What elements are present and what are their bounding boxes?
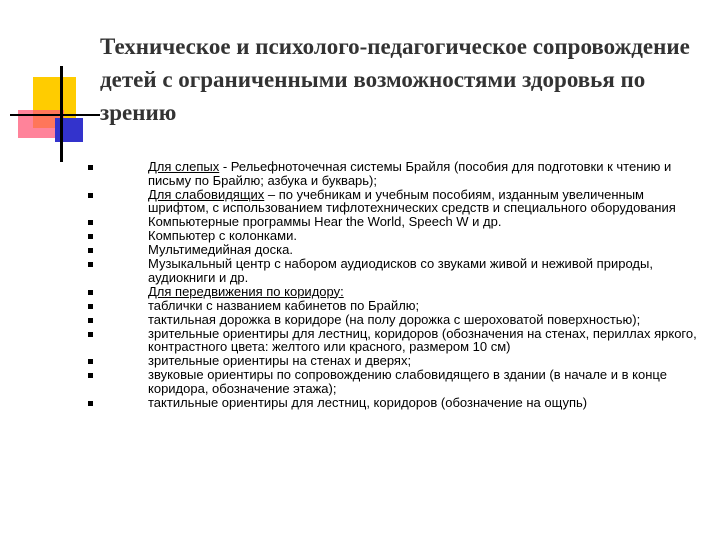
item-text: зрительные ориентиры на стенах и дверях; bbox=[148, 353, 412, 368]
list-item bbox=[88, 299, 700, 313]
square-bullet-icon bbox=[88, 220, 93, 225]
list-item bbox=[88, 313, 700, 327]
slide-title: Техническое и психолого-педагогическое сопровождение детей с ограниченными возможностями здоровья по зрению bbox=[100, 34, 690, 125]
square-bullet-icon bbox=[88, 290, 93, 295]
item-text: – по учебникам и учебным пособиям, изданным увеличенным шрифтом, с использованием тифлотехнических средств и специального оборудования bbox=[148, 186, 676, 215]
item-text: - Рельефноточечная системы Брайля (пособия для подготовки к чтению и письму по Брайлю; азбука и букварь); bbox=[148, 159, 672, 188]
list-item bbox=[88, 354, 700, 368]
square-bullet-icon bbox=[88, 262, 93, 267]
bullet-list bbox=[88, 160, 700, 410]
decor-horizontal-line bbox=[10, 114, 100, 116]
item-text: Музыкальный центр с набором аудиодисков со звуками живой и неживой природы, аудиокниги и др. bbox=[148, 256, 653, 285]
list-item bbox=[88, 243, 700, 257]
list-item bbox=[88, 257, 700, 284]
list-item bbox=[88, 327, 700, 354]
item-text: таблички с названием кабинетов по Брайлю; bbox=[148, 297, 420, 313]
item-text: тактильные ориентиры для лестниц, коридоров (обозначение на ощупь) bbox=[148, 394, 588, 410]
list-item bbox=[88, 285, 700, 299]
item-text: Мультимедийная доска. bbox=[148, 242, 293, 257]
item-text: Компьютер с колонками. bbox=[148, 228, 297, 243]
square-bullet-icon bbox=[88, 359, 93, 364]
item-text: тактильная дорожка в коридоре (на полу дорожка с шероховатой поверхностью); bbox=[148, 311, 641, 327]
list-item bbox=[88, 188, 700, 215]
list-item bbox=[88, 368, 700, 395]
list-item bbox=[88, 215, 700, 229]
item-text: звуковые ориентиры по сопровождению слабовидящего в здании (в начале и в конце коридора, обозначение этажа); bbox=[148, 367, 667, 396]
square-bullet-icon bbox=[88, 304, 93, 309]
list-item bbox=[88, 396, 700, 410]
square-bullet-icon bbox=[88, 193, 93, 198]
square-bullet-icon bbox=[88, 165, 93, 170]
item-lead: Для передвижения по коридору: bbox=[148, 283, 344, 299]
square-bullet-icon bbox=[88, 318, 93, 323]
item-text: Компьютерные программы Hear the World, Speech W и др. bbox=[148, 214, 502, 229]
item-lead: Для слабовидящих bbox=[148, 186, 265, 202]
list-item bbox=[88, 229, 700, 243]
square-bullet-icon bbox=[88, 373, 93, 378]
item-lead: Для слепых bbox=[148, 159, 220, 174]
square-bullet-icon bbox=[88, 401, 93, 406]
square-bullet-icon bbox=[88, 234, 93, 239]
square-bullet-icon bbox=[88, 332, 93, 337]
item-text: зрительные ориентиры для лестниц, коридоров (обозначения на стенах, периллах яркого, контрастного цвета: желтого или красного, размером 10 см) bbox=[148, 325, 697, 354]
square-bullet-icon bbox=[88, 248, 93, 253]
list-item bbox=[88, 160, 700, 187]
